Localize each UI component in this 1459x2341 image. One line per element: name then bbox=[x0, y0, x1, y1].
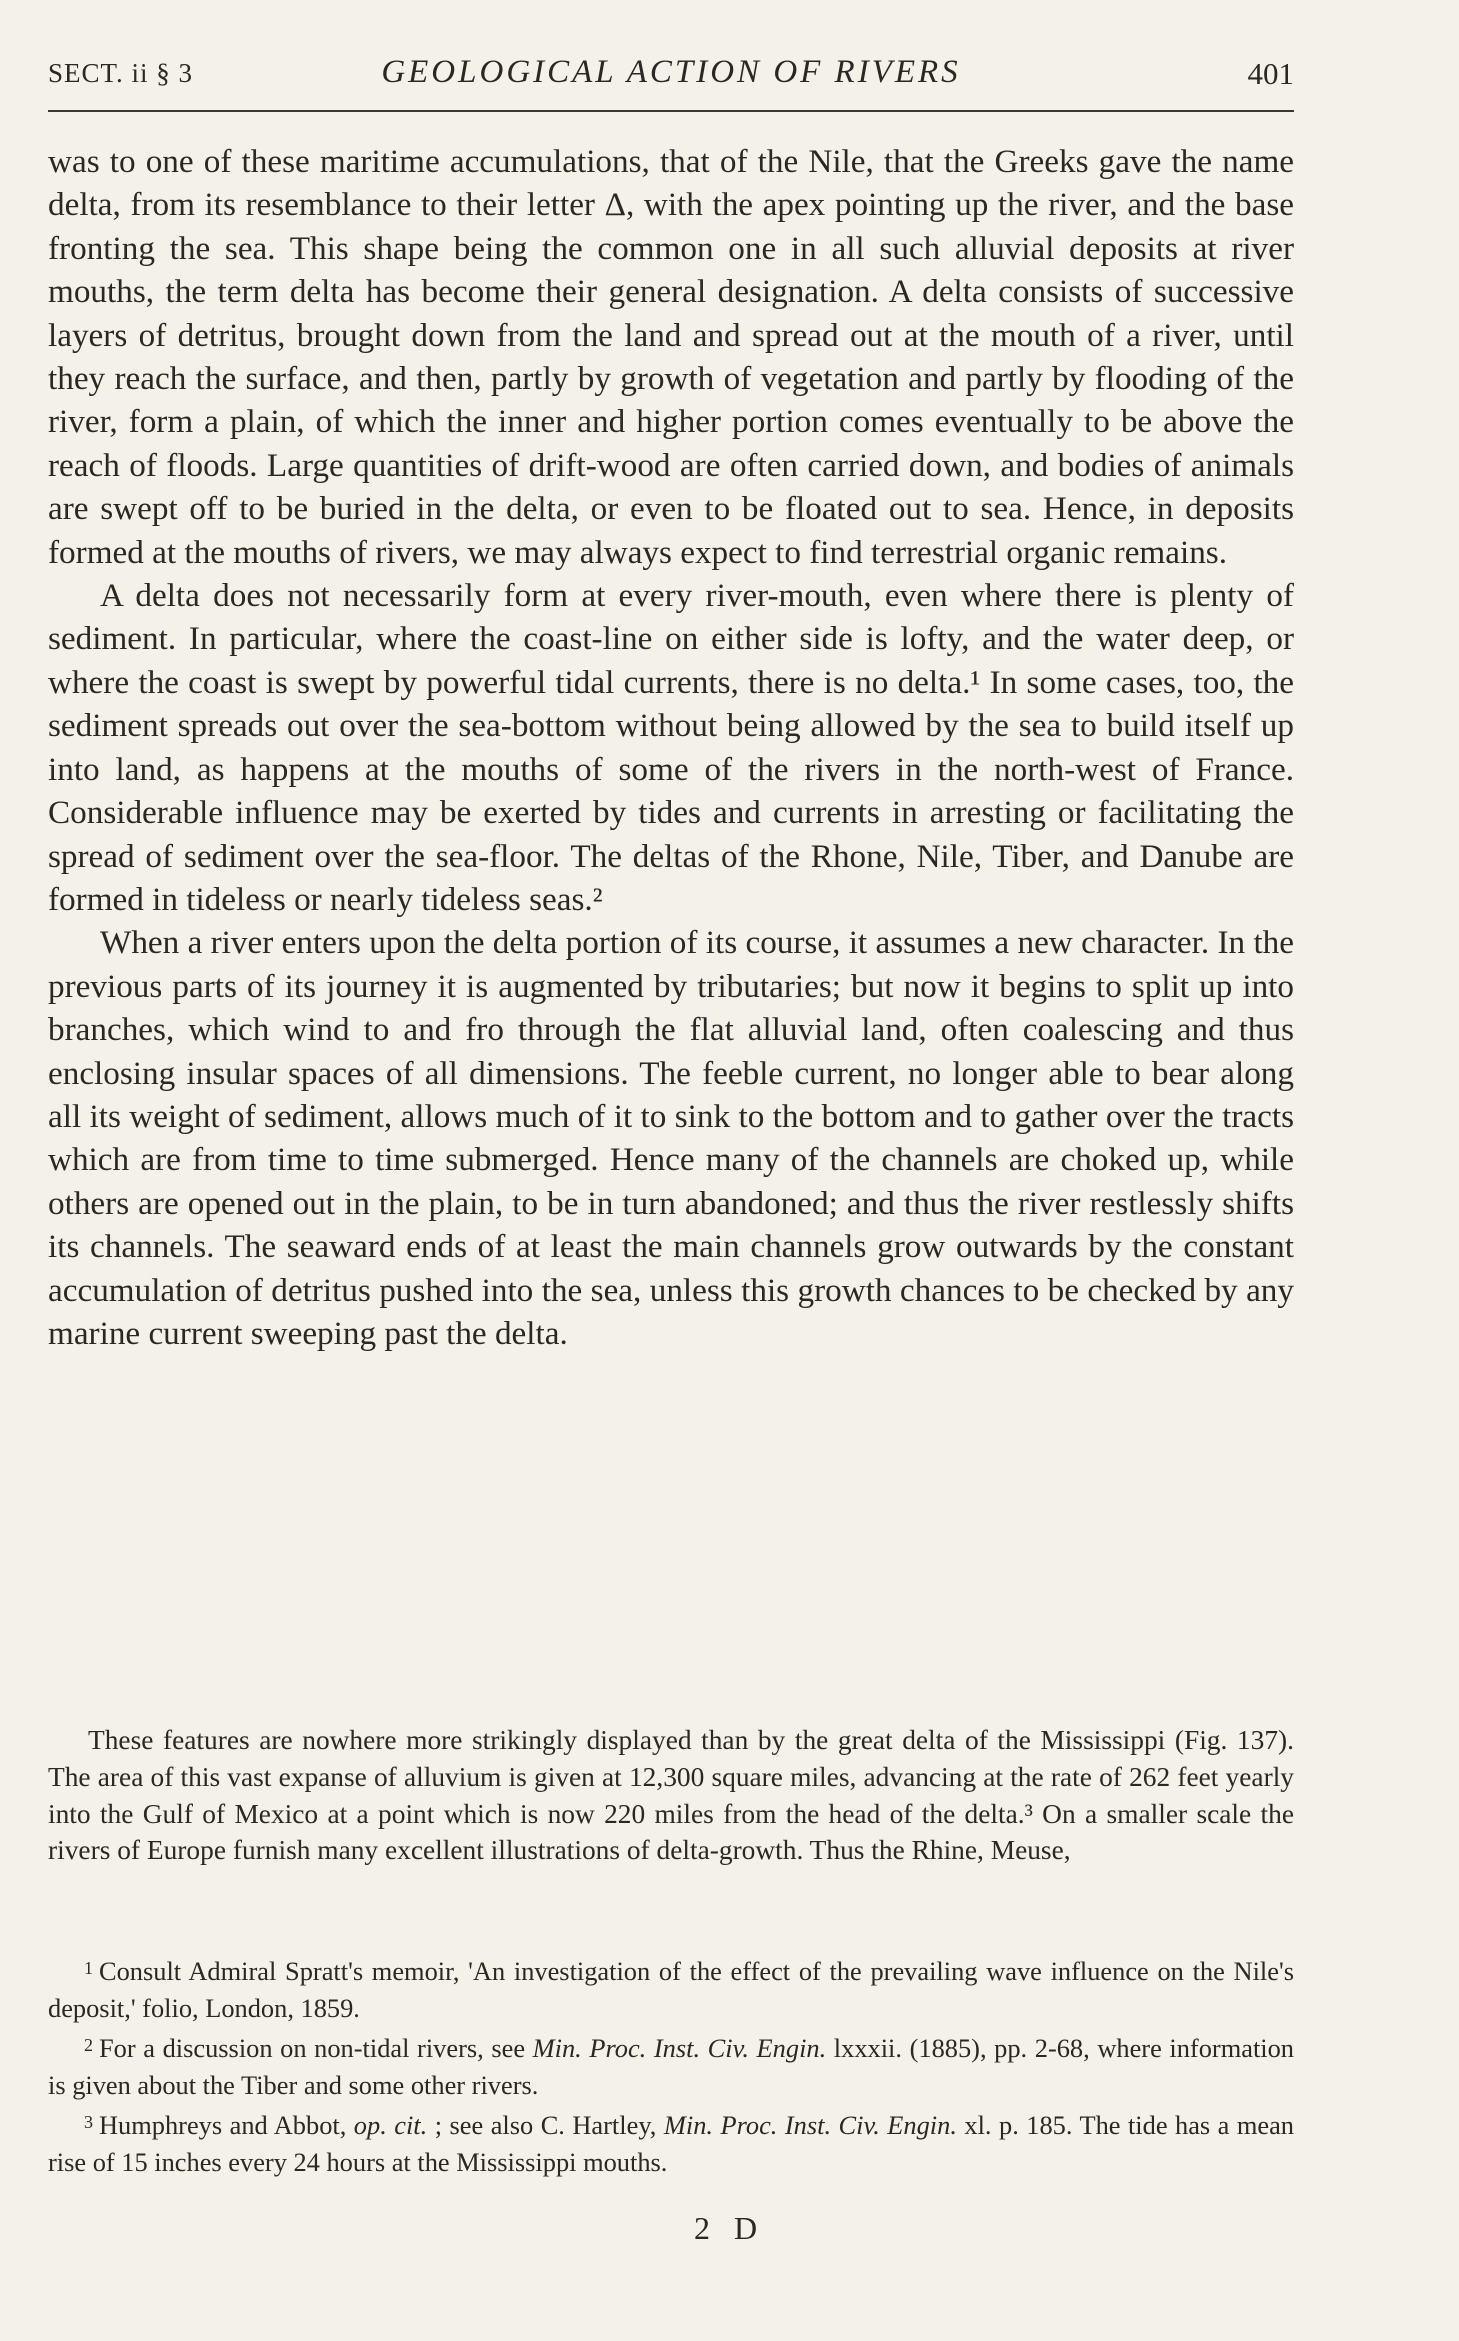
footnote-text: ; see also C. Hartley, bbox=[427, 2110, 664, 2140]
footnote-3 bbox=[48, 2104, 1294, 2181]
paragraph: A delta does not necessarily form at every river-mouth, even where there is plenty of sediment. In particular, where the coast-line on either side is lofty, and the water deep, or where the coast is swept by powerful tidal currents, there is no delta.¹ In some cases, too, the sediment spreads out over the sea-bottom without being allowed by the sea to build itself up into land, as happens at the mouths of some of the rivers in the north-west of France. Considerable influence may be exerted by tides and currents in arresting or facilitating the spread of sediment over the sea-floor. The deltas of the Rhone, Nile, Tiber, and Danube are formed in tideless or nearly tideless seas.² bbox=[48, 577, 1294, 918]
running-head bbox=[48, 52, 1294, 104]
footnote-2 bbox=[48, 2027, 1294, 2104]
footnote-citation: Min. Proc. Inst. Civ. Engin. bbox=[663, 2110, 957, 2140]
footnotes bbox=[48, 1950, 1294, 2181]
footnote-1 bbox=[48, 1950, 1294, 2027]
footnote-mark: 3 bbox=[84, 2112, 93, 2132]
small-print-paragraph: These features are nowhere more strikingly displayed than by the great delta of the Mississippi (Fig. 137). The area of this vast expanse of alluvium is given at 12,300 square miles, advancing at the rate of 262 feet yearly into the Gulf of Mexico at a point which is now 220 miles from the head of the delta.³ On a smaller scale the rivers of Europe furnish many excellent illustrations of delta-growth. Thus the Rhine, Meuse, bbox=[48, 1725, 1294, 1866]
footnote-text: For a discussion on non-tidal rivers, see bbox=[99, 2033, 533, 2063]
main-text bbox=[48, 140, 1294, 1355]
footnote-citation: Min. Proc. Inst. Civ. Engin. bbox=[532, 2033, 827, 2063]
footnote-mark: 1 bbox=[84, 1958, 93, 1978]
footnote-text: xl. p. 185. The tide has a mean rise of 15 inches every 24 hours at the Mississippi mouths. bbox=[48, 2110, 1295, 2177]
header-rule bbox=[48, 110, 1294, 112]
footnote-text: Consult Admiral Spratt's memoir, 'An investigation of the effect of the prevailing wave influence on the Nile's deposit,' folio, London, 1859. bbox=[48, 1956, 1294, 2023]
signature-mark: 2 D bbox=[693, 2210, 766, 2246]
section-label: SECT. ii § 3 bbox=[48, 58, 194, 88]
chapter-title: GEOLOGICAL ACTION OF RIVERS bbox=[381, 54, 961, 90]
paragraph: When a river enters upon the delta portion of its course, it assumes a new character. In the previous parts of its journey it is augmented by tributaries; but now it begins to split up into branches, which wind to and fro through the flat alluvial land, often coalescing and thus enclosing insular spaces of all dimensions. The feeble current, no longer able to bear along all its weight of sediment, allows much of it to sink to the bottom and to gather over the tracts which are from time to time submerged. Hence many of the channels are choked up, while others are opened out in the plain, to be in turn abandoned; and thus the river restlessly shifts its channels. The seaward ends of at least the main channels grow outwards by the constant accumulation of detritus pushed into the sea, unless this growth chances to be checked by any marine current sweeping past the delta. bbox=[48, 924, 1294, 1352]
page-number: 401 bbox=[1247, 56, 1294, 91]
footnote-citation: op. cit. bbox=[353, 2110, 428, 2140]
footnote-text: lxxxii. (1885), pp. 2-68, where information is given about the Tiber and some other rivers. bbox=[48, 2033, 1294, 2100]
footnote-text: Humphreys and Abbot, bbox=[99, 2110, 354, 2140]
footnote-mark: 2 bbox=[84, 2035, 93, 2055]
paragraph: was to one of these maritime accumulations, that of the Nile, that the Greeks gave the name delta, from its resemblance to their letter Δ, with the apex pointing up the river, and the base fronting the sea. This shape being the common one in all such alluvial deposits at river mouths, the term delta has become their general designation. A delta consists of successive layers of detritus, brought down from the land and spread out at the mouth of a river, until they reach the surface, and then, partly by growth of vegetation and partly by flooding of the river, form a plain, of which the inner and higher portion comes eventually to be above the reach of floods. Large quantities of drift-wood are often carried down, and bodies of animals are swept off to be buried in the delta, or even to be floated out to sea. Hence, in deposits formed at the mouths of rivers, we may always expect to find terrestrial organic remains. bbox=[48, 143, 1294, 571]
